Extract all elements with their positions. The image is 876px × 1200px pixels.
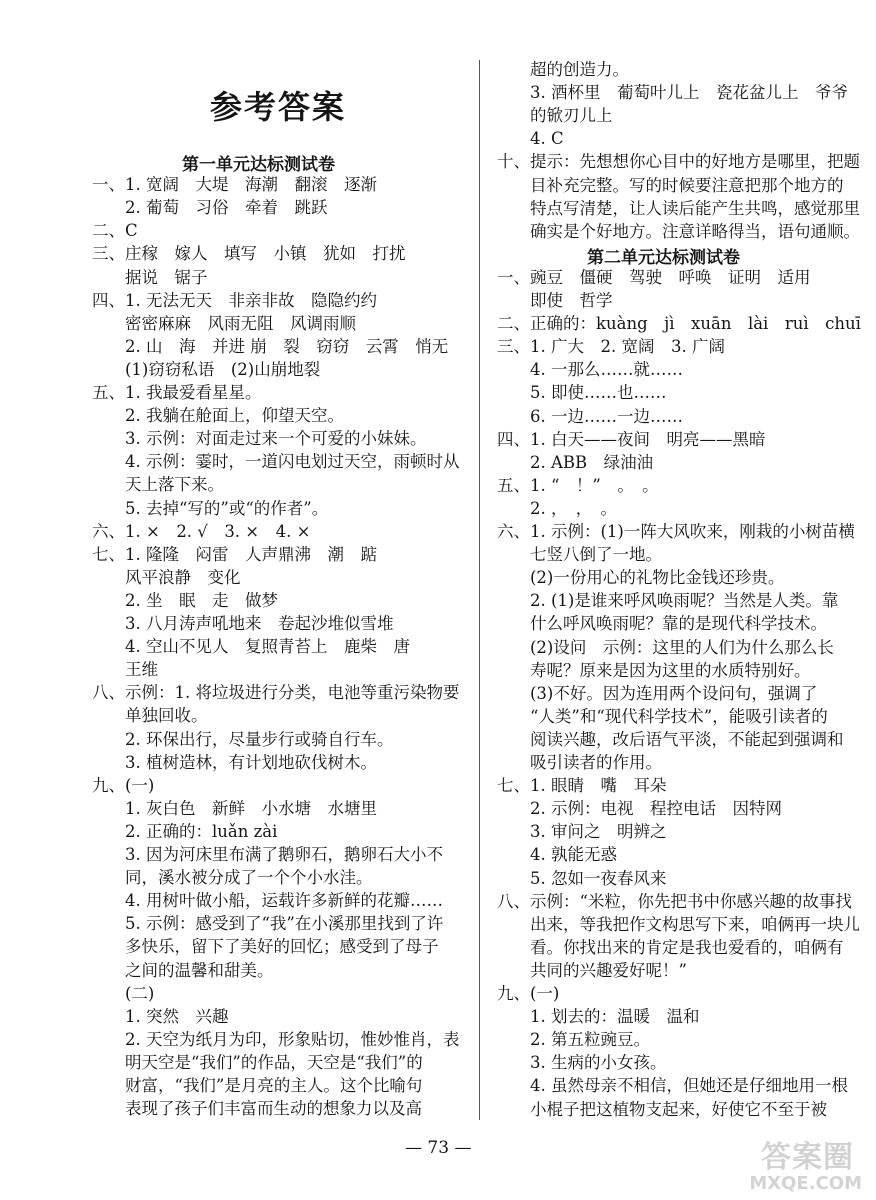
column-divider <box>479 60 480 1120</box>
answer-line: 1. 划去的：温暖 温和 <box>497 1007 700 1027</box>
answer-line: 二、正确的：kuàng jì xuān lài ruì chuī <box>497 314 861 334</box>
answer-line: 3. 审问之 明辨之 <box>497 822 667 842</box>
answer-line: 九、(一) <box>92 775 155 795</box>
answer-line: 目补充完整。写的时候要注意把那个地方的 <box>497 175 844 195</box>
answer-line: 之间的温馨和甜美。 <box>92 960 274 980</box>
answer-line: 4. 孰能无惑 <box>497 845 617 865</box>
answer-line: 八、示例：1. 将垃圾进行分类，电池等重污染物要 <box>92 683 460 703</box>
answer-line: 据说 锯子 <box>92 267 208 287</box>
answer-line: 2. 示例：电视 程控电话 因特网 <box>497 799 782 819</box>
answer-line: 一、1. 宽阔 大堤 海潮 翻滚 逐渐 <box>92 175 377 195</box>
answer-line: (1)窃窃私语 (2)山崩地裂 <box>92 359 321 379</box>
answer-line: 4. 空山不见人 复照青苔上 鹿柴 唐 <box>92 637 410 657</box>
watermark-text: 答案圈 <box>761 1140 854 1175</box>
answer-line: 二、C <box>92 221 138 241</box>
answer-line: 单独回收。 <box>92 706 208 726</box>
section-heading: 第二单元达标测试卷 <box>587 247 740 268</box>
answer-line: 4. C <box>497 129 564 149</box>
answer-line: “人类”和“现代科学技术”，能吸引读者的 <box>497 706 828 726</box>
answer-line: 阅读兴趣，改后语气平淡，不能起到强调和 <box>497 729 844 749</box>
answer-line: 2. 正确的：luǎn zài <box>92 821 278 841</box>
answer-line: 四、1. 无法无天 非亲非故 隐隐约约 <box>92 290 377 310</box>
answer-line: (3)不好。因为连用两个设问句，强调了 <box>497 683 818 703</box>
answer-line: 4. 用树叶做小船，运载许多新鲜的花瓣…… <box>92 891 443 911</box>
answer-line: 吸引读者的作用。 <box>497 753 662 772</box>
answer-line: 5. 忽如一夜春风来 <box>497 868 667 888</box>
answer-line: 2. ABB 绿油油 <box>497 452 654 472</box>
answer-line: 5. 去掉“写的”或“的作者”。 <box>92 498 329 518</box>
answer-line: 确实是个好地方。注意详略得当，语句通顺。 <box>497 221 860 241</box>
section-heading: 第一单元达标测试卷 <box>182 155 335 175</box>
answer-line: 5. 示例：感受到了“我”在小溪那里找到了许 <box>92 914 444 934</box>
answer-line: 2. 坐 眠 走 做梦 <box>92 590 278 610</box>
answer-line: 七竖八倒了一地。 <box>497 545 662 565</box>
answer-line: 3. 植树造林，有计划地砍伐树木。 <box>92 752 377 772</box>
answer-line: 看。你找出来的肯定是我也爱看的，咱俩有 <box>497 937 844 957</box>
answer-line: 五、1. “ ！” 。 。 <box>497 475 659 495</box>
answer-line: 七、1. 眼睛 嘴 耳朵 <box>497 776 667 796</box>
answer-line: 什么呼风唤雨呢？靠的是现代科学技术。 <box>497 614 827 634</box>
answer-line: 特点写清楚，让人读后能产生共鸣，感觉那里 <box>497 198 860 218</box>
answer-line: 5. 即使……也…… <box>497 383 667 403</box>
answer-line: 4. 一那么……就…… <box>497 360 683 380</box>
answer-line: 2. ， ， 。 <box>497 498 617 518</box>
answer-line: 四、1. 白天——夜间 明亮——黑暗 <box>497 429 766 449</box>
answer-line: 多快乐，留下了美好的回忆；感受到了母子 <box>92 937 439 957</box>
answer-line: 寿呢？原来是因为这里的水质特别好。 <box>497 660 811 680</box>
answer-line: 五、1. 我最爱看星星。 <box>92 383 262 402</box>
answer-line: (2)一份用心的礼物比金钱还珍贵。 <box>497 568 785 588</box>
answer-line: 小棍子把这植物支起来，好使它不至于被 <box>497 1099 827 1119</box>
answer-line: (2)设问 示例：这里的人们为什么那么长 <box>497 637 834 657</box>
answer-line: 七、1. 隆隆 闷雷 人声鼎沸 潮 踮 <box>92 544 377 564</box>
answer-line: 十、提示：先想想你心目中的好地方是哪里，把题 <box>497 152 860 172</box>
answer-line: 3. 生病的小女孩。 <box>497 1053 667 1073</box>
answer-line: 4. 示例：霎时，一道闪电划过天空，雨顿时从 <box>92 452 460 472</box>
answer-line: 2. 我躺在舱面上，仰望天空。 <box>92 406 344 426</box>
page-title: 参考答案 <box>210 88 347 126</box>
answer-line: 3. 酒杯里 葡萄叶儿上 瓷花盆儿上 爷爷 <box>497 83 848 103</box>
answer-line: 风平浪静 变化 <box>92 567 241 587</box>
answer-line: 财富，“我们”是月亮的主人。这个比喻句 <box>92 1076 423 1095</box>
answer-line: 1. 灰白色 新鲜 小水塘 水塘里 <box>92 798 377 818</box>
answer-line: 2. 葡萄 习俗 牵着 跳跃 <box>92 198 328 218</box>
answer-line: 1. 突然 兴趣 <box>92 1006 229 1026</box>
answer-line: 即使 哲学 <box>497 291 613 310</box>
answer-line: 3. 八月涛声吼地来 卷起沙堆似雪堆 <box>92 614 394 633</box>
answer-line: 的锨刃儿上 <box>497 106 613 126</box>
answer-line: 三、庄稼 嫁人 填写 小镇 犹如 打扰 <box>92 244 406 264</box>
answer-line: 2. 山 海 并进 崩 裂 窃窃 云霄 悄无 <box>92 336 449 356</box>
answer-line: 4. 虽然母亲不相信，但她还是仔细地用一根 <box>497 1076 848 1096</box>
answer-line: 一、豌豆 僵硬 驾驶 呼唤 证明 适用 <box>497 267 811 287</box>
answer-line: 2. (1)是谁来呼风唤雨呢？当然是人类。靠 <box>497 591 839 611</box>
answer-line: 王维 <box>92 660 158 680</box>
answer-line: 超的创造力。 <box>497 60 629 79</box>
answer-line: 3. 因为河床里布满了鹅卵石，鹅卵石大小不 <box>92 845 443 864</box>
answer-line: 2. 天空为纸月为印，形象贴切，惟妙惟肖，表 <box>92 1029 460 1049</box>
answer-line: 三、1. 广大 2. 宽阔 3. 广阔 <box>497 337 725 357</box>
answer-line: 2. 第五粒豌豆。 <box>497 1030 650 1050</box>
answer-line: 天上落下来。 <box>92 475 224 495</box>
answer-line: 6. 一边……一边…… <box>497 406 683 426</box>
answer-line: 2. 环保出行，尽量步行或骑自行车。 <box>92 729 394 749</box>
answer-line: 同，溪水被分成了一个个小水洼。 <box>92 868 373 888</box>
answer-line: 九、(一) <box>497 984 560 1003</box>
answer-line: 3. 示例：对面走过来一个可爱的小妹妹。 <box>92 429 427 449</box>
answer-line: 出来，等我把作文构思写下来，咱俩再一块儿 <box>497 914 860 934</box>
page-number: — 73 — <box>405 1138 472 1158</box>
answer-line: 六、1. 示例：(1)一阵大风吹来，刚栽的小树苗横 <box>497 522 855 541</box>
answer-line: 明天空是“我们”的作品，天空是“我们”的 <box>92 1052 423 1072</box>
answer-line: 六、1. × 2. √ 3. × 4. × <box>92 521 311 541</box>
answer-line: 表现了孩子们丰富而生动的想象力以及高 <box>92 1099 422 1119</box>
watermark-logo <box>732 1130 868 1194</box>
answer-line: (二) <box>92 983 155 1003</box>
answer-line: 八、示例：“米粒，你先把书中你感兴趣的故事找 <box>497 891 852 911</box>
answer-line: 密密麻麻 风雨无阻 风调雨顺 <box>92 313 356 333</box>
answer-line: 共同的兴趣爱好呢！” <box>497 960 687 980</box>
watermark-url: MXQE.COM <box>749 1173 862 1194</box>
